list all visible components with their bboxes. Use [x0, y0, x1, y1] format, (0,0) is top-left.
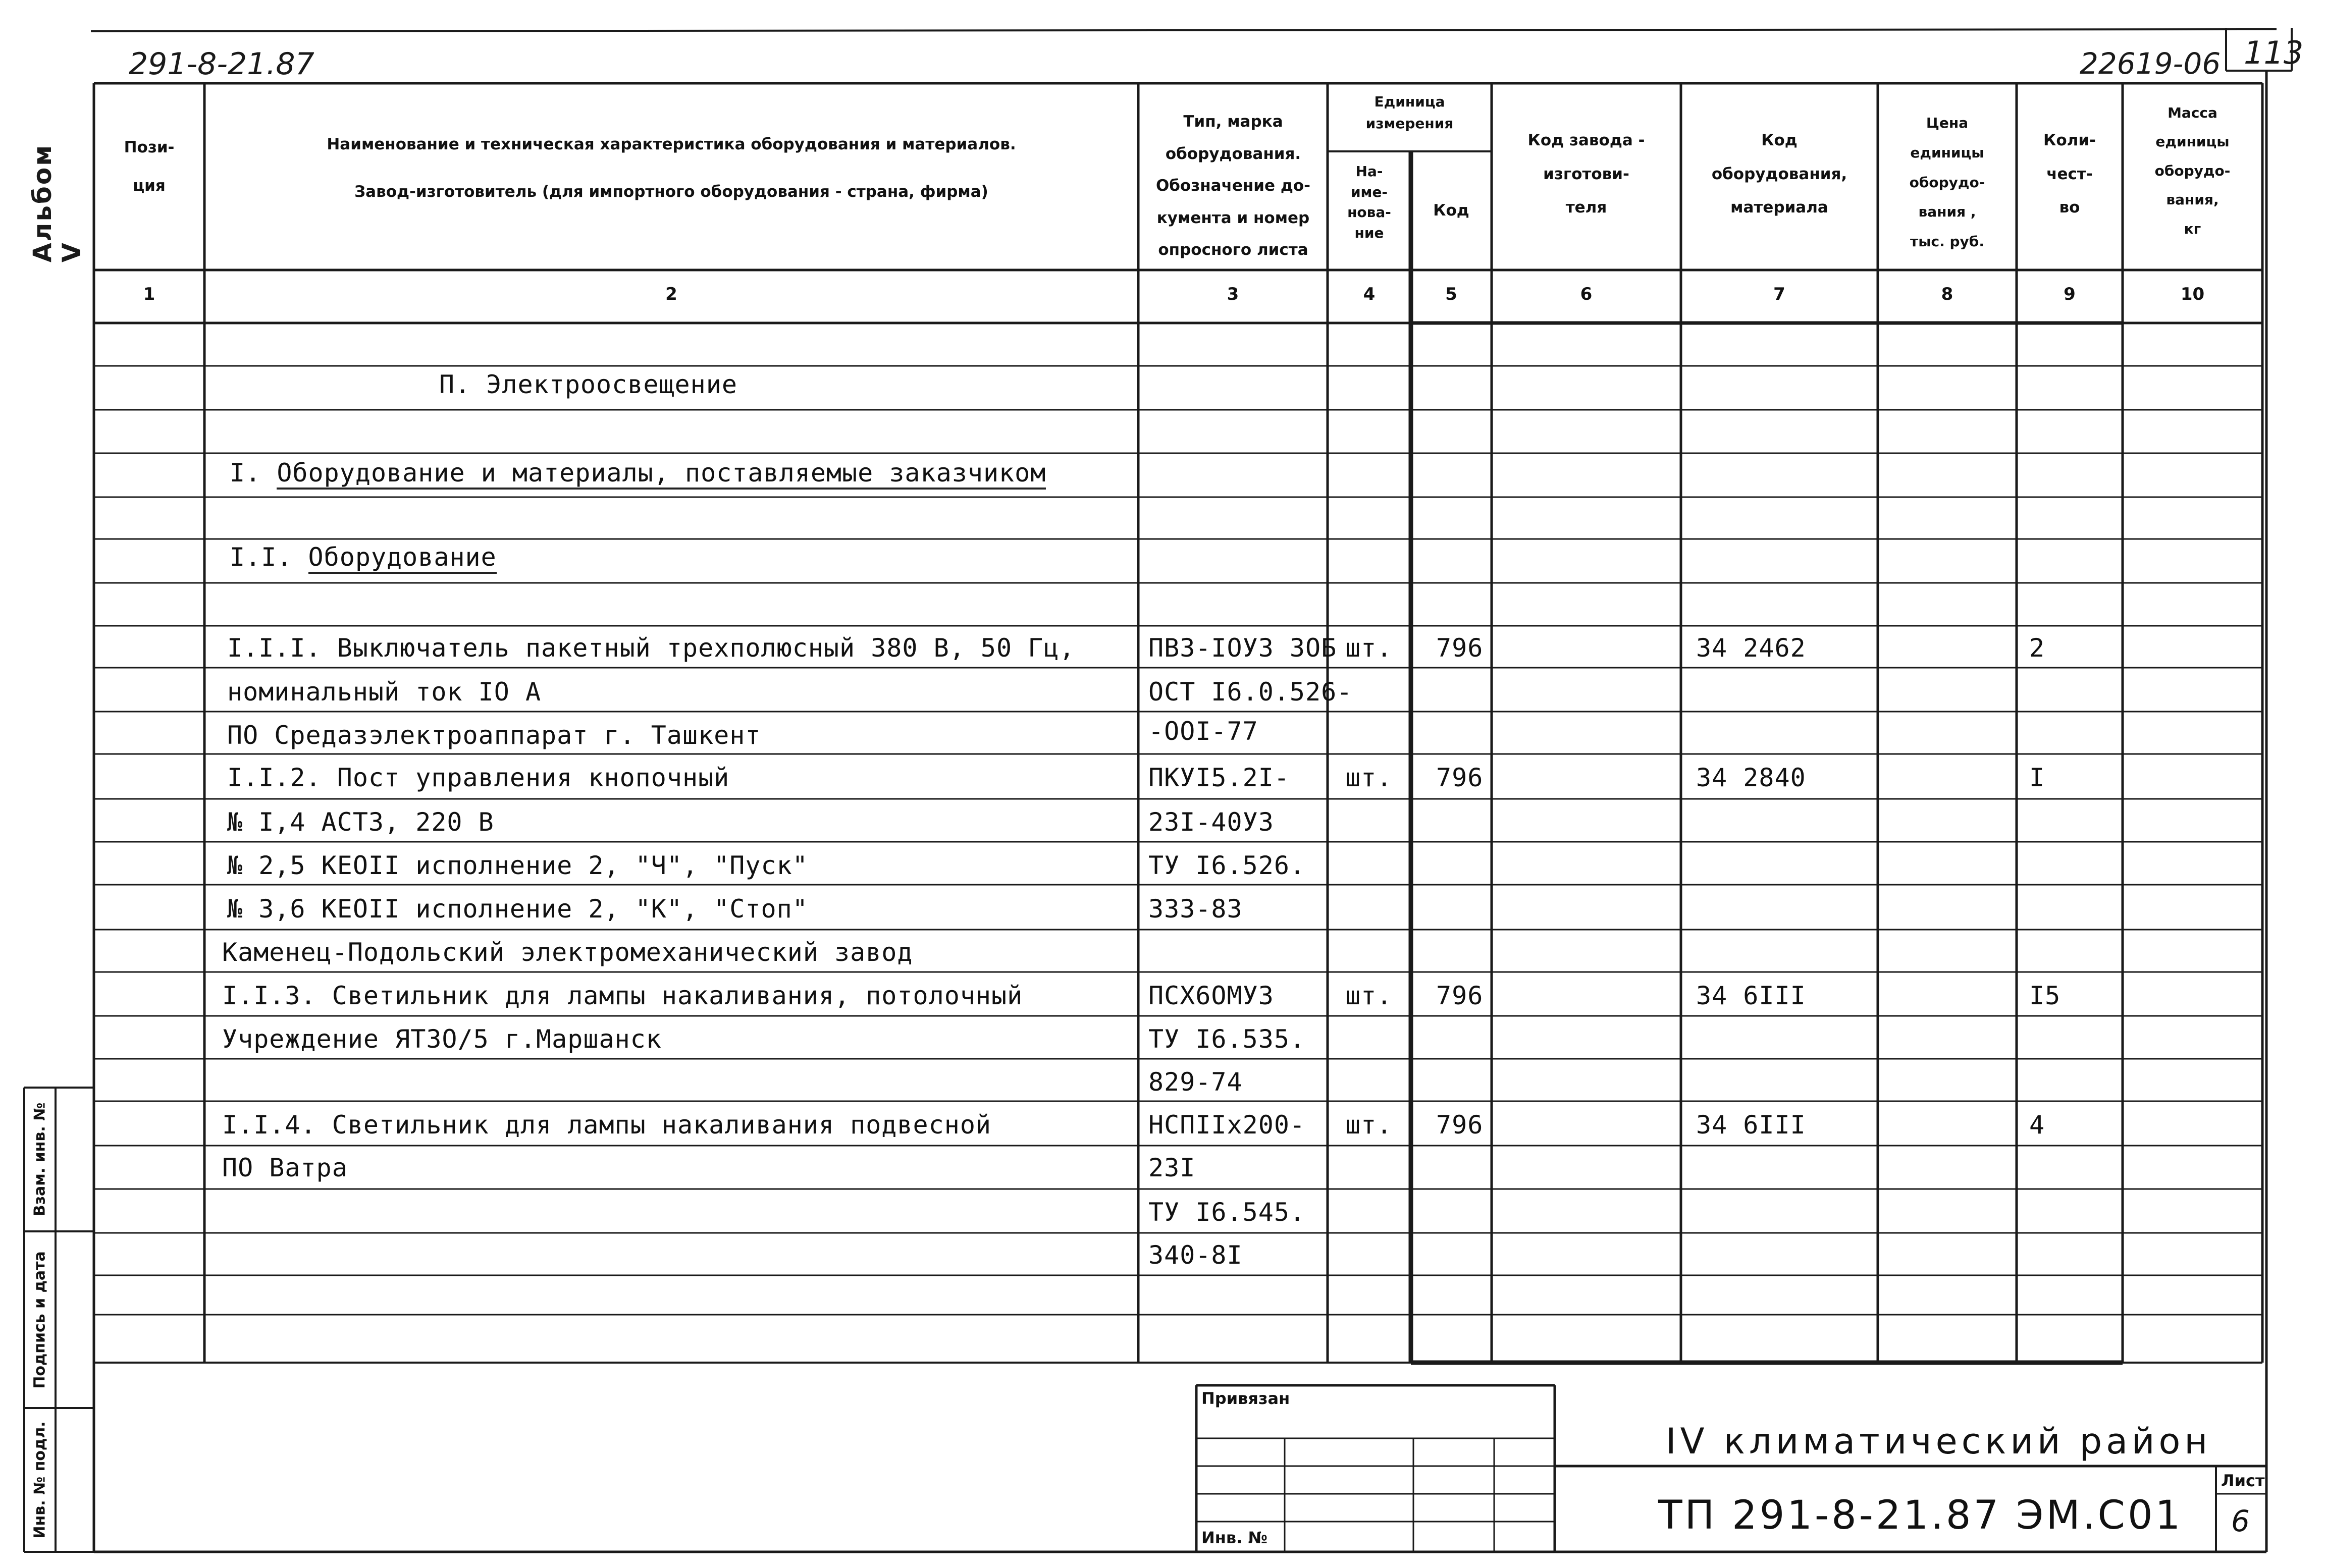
item-4-name: I.I.4. Светильник для лампы накаливания подвесной: [222, 1110, 992, 1140]
header-col6-line2: изготови-: [1543, 165, 1629, 183]
item-4-type: НСПIIх200-: [1148, 1110, 1306, 1140]
header-col1-line2: ция: [133, 177, 166, 195]
header-col2-line2: Завод-изготовитель (для импортного оборудования - страна, фирма): [354, 183, 988, 201]
header-col4: [1328, 161, 1411, 243]
item-4-mat-code: 34 6III: [1696, 1110, 1806, 1140]
header-col6-line3: теля: [1565, 198, 1607, 217]
side-podpis-text: Подпись и дата: [31, 1251, 49, 1389]
item-2c-name: № 2,5 КЕОII исполнение 2, "Ч", "Пуск": [227, 851, 808, 880]
item-2e-name: Каменец-Подольский электромеханический завод: [222, 938, 913, 967]
item-2b-name: № I,4 АСТЗ, 220 В: [227, 807, 494, 837]
header-col8: [1878, 109, 2017, 257]
header-col7: [1681, 124, 1878, 225]
subsection-1: [230, 458, 1046, 488]
colnum-6: 6: [1580, 284, 1593, 304]
colnum-10: 10: [2180, 284, 2205, 304]
header-col8-line4: вания ,: [1918, 203, 1976, 221]
header-col9-line1: Коли-: [2043, 131, 2096, 149]
item-4-unit: шт.: [1345, 1110, 1393, 1140]
doc-code-left: 291-8-21.87: [129, 46, 314, 82]
subsection-2: [230, 543, 497, 572]
header-col10-line2: единицы: [2155, 133, 2230, 150]
header-col1-line1: Пози-: [124, 138, 175, 156]
item-2d-type: 333-83: [1148, 894, 1243, 924]
item-4b-name: ПО Ватра: [222, 1153, 348, 1182]
item-3-type: ПСХ6ОМУЗ: [1148, 981, 1274, 1010]
colnum-5: 5: [1445, 284, 1457, 304]
header-col10-line3: оборудо-: [2154, 162, 2231, 179]
header-col7-line3: материала: [1730, 198, 1828, 217]
header-col4-line1: На-: [1355, 163, 1383, 180]
doc-code-right: 22619-06: [2080, 46, 2221, 81]
item-1b-name: номинальный ток IO А: [227, 677, 542, 707]
section-title: П. Электроосвещение: [439, 370, 737, 399]
header-col3-line1: Тип, марка: [1183, 113, 1283, 131]
item-1-mat-code: 34 2462: [1696, 633, 1806, 663]
item-1-unit: шт.: [1345, 633, 1393, 663]
header-unit-group: [1328, 91, 1492, 135]
item-1-type: ПВЗ-IOУЗ 3ОБ: [1148, 633, 1337, 663]
colnum-2: 2: [665, 284, 677, 304]
header-col10-line5: кг: [2184, 220, 2201, 237]
item-2-qty: I: [2029, 763, 2045, 792]
side-inv-podl-text: Инв. № подл.: [31, 1421, 49, 1539]
item-1-unit-code: 796: [1436, 633, 1484, 663]
header-col9-line2: чест-: [2046, 165, 2093, 183]
item-2c-type: ТУ I6.526.: [1148, 851, 1306, 880]
item-4-qty: 4: [2029, 1110, 2045, 1140]
header-col2: [204, 132, 1138, 204]
colnum-9: 9: [2064, 284, 2076, 304]
item-2b-type: 23I-40УЗ: [1148, 807, 1274, 837]
item-3-mat-code: 34 6III: [1696, 981, 1806, 1010]
header-col2-line1: Наименование и техническая характеристика оборудования и материалов.: [327, 135, 1016, 153]
header-col5-line1: Код: [1433, 201, 1469, 220]
header-col4-line3: нова-: [1347, 204, 1391, 221]
item-3b-name: Учреждение ЯТЗО/5 г.Маршанск: [222, 1024, 662, 1054]
header-col10-line4: вания,: [2166, 191, 2219, 208]
stamp-designation: ТП 291-8-21.87 ЭМ.С01: [1658, 1493, 2183, 1538]
header-col3: [1142, 106, 1325, 266]
item-2-unit: шт.: [1345, 763, 1393, 792]
album-text: Альбом V: [28, 143, 86, 262]
item-4c-type: ТУ I6.545.: [1148, 1198, 1306, 1227]
item-2-mat-code: 34 2840: [1696, 763, 1806, 792]
item-3-name: I.I.3. Светильник для лампы накаливания, потолочный: [222, 981, 1023, 1010]
stamp-climate: IV климатический район: [1666, 1421, 2212, 1462]
item-2-unit-code: 796: [1436, 763, 1484, 792]
header-col3-line3: Обозначение до-: [1155, 177, 1311, 195]
item-4b-type: 23I: [1148, 1153, 1196, 1182]
header-col10: [2123, 98, 2262, 243]
item-2-name: I.I.2. Пост управления кнопочный: [227, 763, 730, 792]
header-unit-line1: Единица: [1374, 93, 1445, 110]
header-col1: [94, 135, 204, 198]
side-vzam: [24, 1088, 56, 1231]
item-1-name: I.I.I. Выключатель пакетный трехполюсный 380 В, 50 Гц,: [227, 633, 1075, 663]
item-3c-type: 829-74: [1148, 1067, 1243, 1097]
subsection-2-num: I.I.: [230, 543, 293, 572]
header-col7-line1: Код: [1761, 131, 1798, 149]
item-1b-type: ОСТ I6.0.526-: [1148, 677, 1353, 707]
item-1-qty: 2: [2029, 633, 2045, 663]
header-col8-line3: оборудо-: [1909, 174, 1985, 191]
item-4-unit-code: 796: [1436, 1110, 1484, 1140]
stamp-list-label: Лист: [2221, 1471, 2265, 1490]
header-col9-line3: во: [2059, 198, 2080, 217]
item-3-unit: шт.: [1345, 981, 1393, 1010]
subsection-2-title: Оборудование: [308, 543, 497, 574]
stamp-list-number: 6: [2231, 1504, 2250, 1538]
item-3-qty: I5: [2029, 981, 2061, 1010]
header-col4-line2: име-: [1350, 183, 1388, 200]
item-3b-type: ТУ I6.535.: [1148, 1024, 1306, 1054]
header-col5: [1411, 198, 1492, 223]
item-3-unit-code: 796: [1436, 981, 1484, 1010]
header-unit-line2: измерения: [1365, 115, 1454, 132]
item-1c-type: -OOI-77: [1148, 717, 1258, 746]
header-col3-line4: кумента и номер: [1156, 208, 1310, 227]
header-col6-line1: Код завода -: [1527, 131, 1645, 149]
header-col4-line4: ние: [1354, 224, 1384, 241]
header-col8-line2: единицы: [1910, 144, 1984, 161]
header-col10-line1: Масса: [2168, 104, 2217, 121]
item-1c-name: ПО Средазэлектроаппарат г. Ташкент: [227, 721, 761, 750]
header-col9: [2017, 124, 2123, 225]
colnum-4: 4: [1363, 284, 1376, 304]
header-col8-line1: Цена: [1926, 115, 1969, 131]
page-number: 113: [2244, 34, 2304, 71]
side-inv-podl: [24, 1408, 56, 1552]
colnum-8: 8: [1941, 284, 1953, 304]
header-col6: [1492, 124, 1681, 225]
item-2d-name: № 3,6 КЕОII исполнение 2, "К", "Стоп": [227, 894, 808, 924]
colnum-7: 7: [1773, 284, 1785, 304]
colnum-3: 3: [1227, 284, 1239, 304]
colnum-1: 1: [143, 284, 155, 304]
side-vzam-text: Взам. инв. №: [31, 1102, 49, 1217]
item-4d-type: 340-8I: [1148, 1240, 1243, 1270]
subsection-1-title: Оборудование и материалы, поставляемые заказчиком: [277, 458, 1046, 490]
header-col8-line5: тыс. руб.: [1910, 233, 1984, 250]
header-col3-line2: оборудования.: [1165, 144, 1301, 163]
side-podpis: [24, 1231, 56, 1408]
stamp-privyazan: Привязан: [1201, 1389, 1290, 1408]
item-2-type: ПКУI5.2I-: [1148, 763, 1290, 792]
subsection-1-num: I.: [230, 458, 261, 488]
header-col3-line5: опросного листа: [1158, 241, 1308, 259]
header-col7-line2: оборудования,: [1711, 165, 1847, 183]
stamp-inv-no: Инв. №: [1201, 1528, 1267, 1547]
